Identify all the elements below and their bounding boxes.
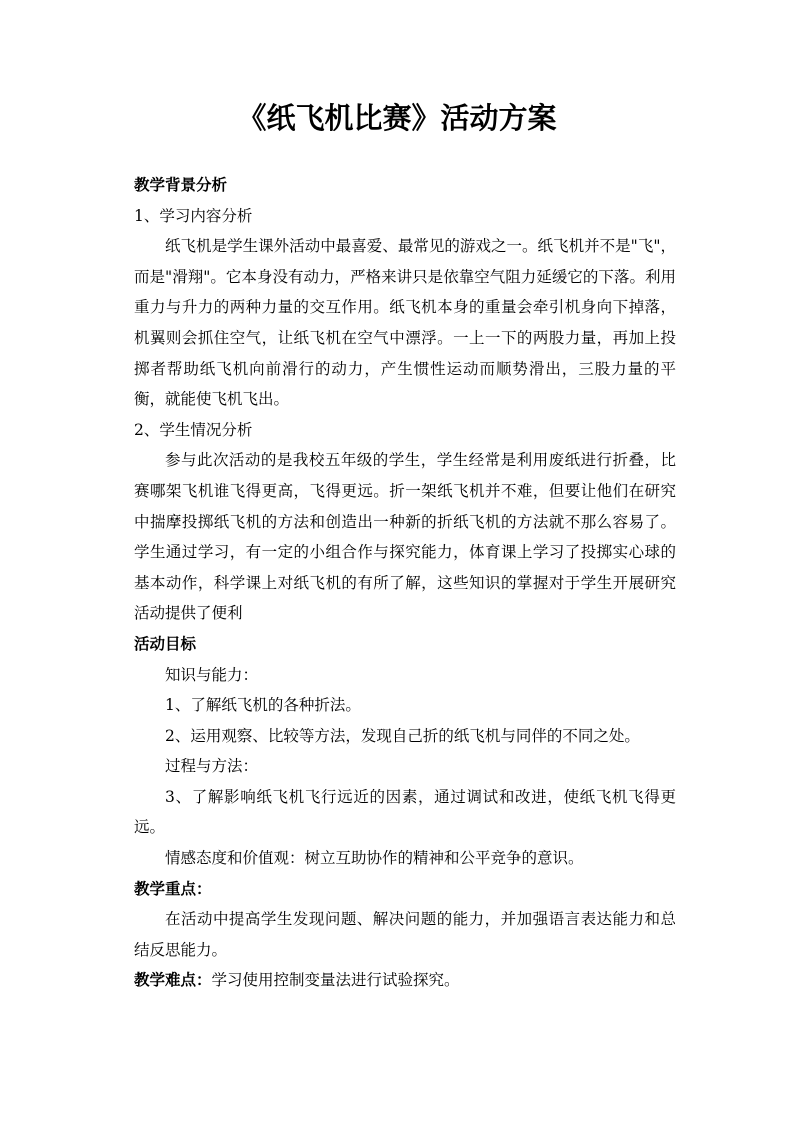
paragraph-learning-content: 纸飞机是学生课外活动中最喜爱、最常见的游戏之一。纸飞机并不是"飞"，而是"滑翔"。它本身没有动力，严格来讲只是依靠空气阻力延缓它的下落。利用重力与升力的两种力量的交互作用。纸飞机本身的重量会牵引机身向下掉落，机翼则会抓住空气，让纸飞机在空气中漂浮。一上一下的两股力量，再加上投掷者帮助纸飞机向前滑行的动力，产生惯性运动而顺势滑出，三股力量的平衡，就能使飞机飞出。	[134, 237, 676, 409]
difficulty-line	[134, 965, 676, 996]
subheading-learning-content: 1、学习内容分析	[134, 206, 253, 225]
label-process-method: 过程与方法：	[165, 757, 259, 776]
goal-item-1: 1、了解纸飞机的各种折法。	[165, 696, 361, 715]
goal-item-2: 2、运用观察、比较等方法，发现自己折的纸飞机与同伴的不同之处。	[165, 726, 640, 745]
text-difficulty: 学习使用控制变量法进行试验探究。	[211, 971, 460, 990]
label-difficulty: 教学难点：	[134, 970, 212, 990]
section-heading-goals: 活动目标	[134, 633, 197, 653]
section-heading-key-points: 教学重点：	[134, 878, 212, 898]
goal-item-3: 3、了解影响纸飞机飞行远近的因素，通过调试和改进，使纸飞机飞得更远。	[134, 787, 676, 837]
document-body	[134, 170, 676, 996]
section-heading-background: 教学背景分析	[134, 175, 228, 194]
document-title: 《纸飞机比赛》活动方案	[237, 101, 557, 135]
label-knowledge-ability: 知识与能力：	[165, 665, 259, 684]
subheading-student-analysis: 2、学生情况分析	[134, 420, 253, 439]
paragraph-key-points: 在活动中提高学生发现问题、解决问题的能力，并加强语言表达能力和总结反思能力。	[134, 910, 676, 959]
paragraph-student-analysis: 参与此次活动的是我校五年级的学生，学生经常是利用废纸进行折叠，比赛哪架飞机谁飞得更高，飞得更远。折一架纸飞机并不难，但要让他们在研究中揣摩投掷纸飞机的方法和创造出一种新的折纸飞机的方法就不那么容易了。学生通过学习，有一定的小组合作与探究能力，体育课上学习了投掷实心球的基本动作，科学课上对纸飞机的有所了解，这些知识的掌握对于学生开展研究活动提供了便利	[134, 451, 676, 623]
goal-attitude: 情感态度和价值观：树立互助协作的精神和公平竞争的意识。	[165, 849, 584, 868]
